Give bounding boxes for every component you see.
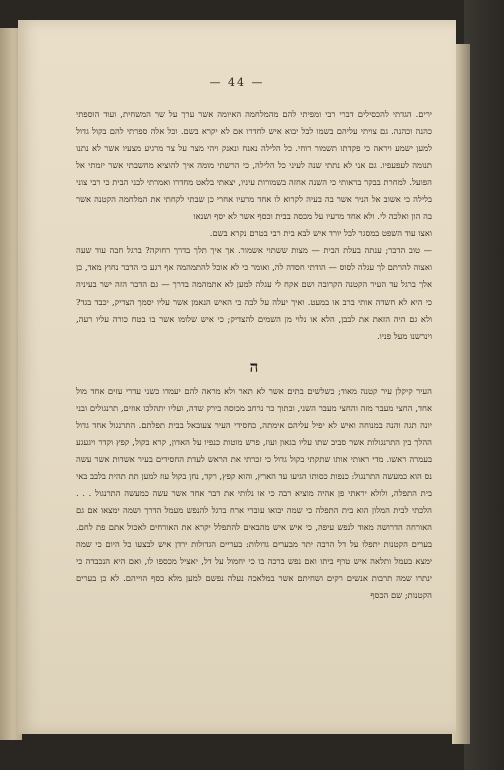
- page-text-body: [76, 106, 432, 604]
- paragraph-before-3: — טוב הדבר; ענתה בעלת הבית — מצות ששתוי אשמור. אך איך תלך בדרך רחוקה? ברגל חבה עוד שעה ואצוה להרתם לך עגלה לסוס — הודתי חסדה לה, ואומר כי לא אוכל להתמהמה אף רגע כי הדבר נחוץ מאד, כן אלך ברגל עד העיר הקטנה הקרובה ושם אקח לי עגלה למען לא אתמהמה בדרך — גם הדבר הזה ישר בעיניה כי היא לא חשדה אותי ברב או במעט. ואיך יעלה על לבה כי האיש הנאמן אשר עליו יסמך הצדיק, יכבד בגד? ולא גם היה הזאת את לבבן, הלא או נלוי מן השמים להצדיק; כי איש שלומו אשר בו בטח כורה עליו רעה, וינרשנו מעל פניו.: [76, 245, 432, 341]
- book-cover-right-edge: [464, 0, 504, 770]
- page-number: — 44 —: [209, 76, 265, 89]
- chapter-marker: ה: [249, 357, 259, 376]
- paragraph-after-1: העיר קיקלן עיר קטנה מאוד; כשלשים בתים אשר לא תאר ולא מראה להם יעמדו כשני עדרי עזים אחד מול אחד, החצי מעבר מזה והחצי מעבר השני, ובתוך כר נרחב מכוסה בירק שדה, ועליו יתהלכו אוזים, תרנגולים ובני יונה תגה והנה במנוחה ואיש לא יפיל עליהם אימתה, כחסידי העיר צעובאל בבית תפלתם. התרנגול אחד גדול ההלך בין התרנגולות אשר סביב שתו עליו בגאון ועוז, פרש מוטות כנפיו על האדון, קרא בקול, קפץ וקדר ויגעגע בעמרה ראשו. מדי ראותי אותו שתקתי בקול גדול כי זכרתי את הראש לעדת החסידים בעיר אשדות אשר עשה נס הוא כמעשה התרנגול: כנפות כסותו הגיעו עד הארץ, והוא קפץ, רקד, נחן בקול עוז למען תת תהית בלבב באי בית התפלה, ולולא יראתי פן אהיה מוציא רבה כי או נלותי את דבר אחד אשר עשה כמעשה התרנגול . . . הלכתי לבית המלון הוא בית התפלה כי שמה יבואו עוברי ארח ברגל להנפש מעמל הדרך ושמה ימצאו אם גם האורחה הדרושה מאוד לנפש עיפה, כי איש איש מהבאים להתפלל יקרא את האורחים לאכול אתם פת לחם. בערים הקטנות יתפלו על דל הרבה יתר מבערים גדולות: בעריים הגדולות ירדן איש לבצעו כל היום כי שמה ימצא בעמל ותלאה איש טרף ביתו ואם נפש ברכה בו כי יחמול על דל, יאציל מכספו לו, ואם היא הנכבדה כי ינתרו שמה תרבות אנשים רקים ושחיתם אשר במלאכה נעלה נפשם למען מלא כסף הוייהם. לא כן בערים הקטנות; שם הכסף: [76, 385, 432, 601]
- book-page: [18, 20, 456, 734]
- paragraph-before-2: ואצו עוד השפט במסגר לבל יורד איש לבא בית רבי בטרם נקרא בשם.: [209, 228, 432, 239]
- paragraph-before-1: ירים. הגדתי להכסילים דברי רבי ומפיתי להם מהמלחמה האיומה אשר ערך על שר המשחית, ועוד הוספתי כהנה וכהנה. גם צויתי עליהם בשמו לבל יבוא איש לחדרו אם לא יקרא בשם. וכל אלה ספרתי להם בקול גדול למען ישמע ויראה כי פקדתו תשמור רוחי. כל הלילה נאנח ונאנק ויהי מצר על צר מרגיע מצעיו אשר לא נתנו תנומה לעפעפיו. גם אני לא נתתי שנה לעיני כל הלילה, כי הרשתי מומה איך להוציא מחשבתי אשר יזמתי אל הפועל. למחרת בבקר בראותי כי השנה אחזה בשמורות עיניו, יצאתי בלאט מחדרו ואמרתי לבני הבית כי רבי צוני בלילה כי אשוב אל הניר אשר בה בעיה לקרוא לו אחד מרעיו אחרי כן שבתי לקחתי את המלחמה הקטנה אשר בה הון ואלכה לי. ולא אחד מרעיו על מכסה בבית וכסף אשר לא יסף ושנאו: [76, 109, 432, 222]
